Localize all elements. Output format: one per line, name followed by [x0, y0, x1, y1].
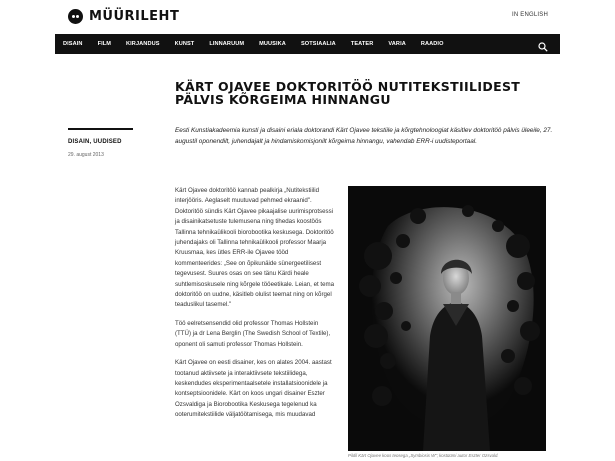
- meta-divider: [68, 128, 133, 130]
- nav-item-raadio[interactable]: RAADIO: [420, 41, 444, 47]
- article-paragraph: Kärt Ojavee doktoritöö kannab pealkirja „Nutitekstiilid interjööris. Aeglaselt muutuvad pehmed ekraanid". Doktoritöö sündis Kärt Ojavee pikaajalise uurimisprotsessi ja disainikatsetuste tulemusena ning tihedas koostöös Tallinna tehnikaülikooli biorobootika keskusega. Doktoritöö juhendajaks oli Tallinna tehnikaülikooli professor Maarja Kruusmaa, kes ütles ERR-ile Ojavee tööd kommenteerides: „See on õpikunäide sünergeetilisest tegevusest. Suures osas on see tänu Kärdi heale suhtlemisoskusele ning kõrgele tööeetikale. Leian, et tema doktoritöö on uudne, käsitleb olulist teemat ning on kõrgel teaduslikul tasemel.": [175, 187, 335, 309]
- nav-item-muusika[interactable]: MUUSIKA: [259, 41, 286, 47]
- article-meta: [68, 128, 138, 158]
- nav-item-teater[interactable]: TEATER: [350, 41, 374, 47]
- nav-item-varia[interactable]: VARIA: [388, 41, 406, 47]
- logo-icon: [68, 9, 83, 24]
- nav-item-kunst[interactable]: KUNST: [174, 41, 195, 47]
- article-date: 29. august 2013: [68, 152, 104, 158]
- photo-caption: Pildil Kärt Ojavee koos teosega „Symbiosis W"; kostüümi autor Eszter Ozsvald.: [348, 453, 499, 458]
- main-navigation: [55, 34, 560, 54]
- nav-item-disain[interactable]: DISAIN: [63, 41, 83, 47]
- nav-item-kirjandus[interactable]: KIRJANDUS: [126, 41, 160, 47]
- site-logo[interactable]: [68, 9, 179, 24]
- article-category[interactable]: DISAIN, UUDISED: [68, 139, 122, 145]
- article-photo: [348, 186, 546, 451]
- nav-item-sotsiaalia[interactable]: SOTSIAALIA: [300, 41, 336, 47]
- language-link[interactable]: IN ENGLISH: [511, 12, 548, 18]
- site-header: [0, 0, 615, 34]
- search-icon[interactable]: [538, 39, 548, 49]
- article-title-line1: KÄRT OJAVEE DOKTORITÖÖ NUTITEKSTIILIDEST: [175, 79, 521, 94]
- article-paragraph: Kärt Ojavee on eesti disainer, kes on alates 2004. aastast tootanud aktiivsete ja interaktiivsete tekstiilidega, keskendudes eksperimentaalsetele installatsioonidele ja kontseptsioonidele. Kärt on koos ungari disainer Eszter Ozsvaldiga ja Biorobootika Keskusega tegelenud ka ooterumitekstiilide väljatöötamisega, mis muudavad: [175, 359, 332, 419]
- nav-item-film[interactable]: FILM: [97, 41, 112, 47]
- nav-item-linnaruum[interactable]: LINNARUUM: [209, 41, 245, 47]
- article-lead: Eesti Kunstiakadeemia kunsti ja disaini eriala doktorandi Kärt Ojavee tekstiile ja kõrgtehnoloogiat käsitlev doktoritöö pälvis üleeile, 27. augustil oponendilt, juhendajalt ja hindamiskomisjonilt kõrgeima hinnangu, vahendab ERR-i uudisteportaal.: [175, 127, 553, 145]
- article-title-line2: PÄLVIS KÕRGEIMA HINNANGU: [175, 92, 391, 107]
- logo-text: MÜÜRILEHT: [89, 9, 180, 24]
- article-title: [175, 80, 535, 106]
- article-body: [175, 186, 335, 429]
- article-paragraph: Töö eelretsensendid olid professor Thomas Hollstein (TTÜ) ja dr Lena Berglin (The Swedish School of Textile), oponent oli samuti professor Thomas Hollstein.: [175, 319, 331, 348]
